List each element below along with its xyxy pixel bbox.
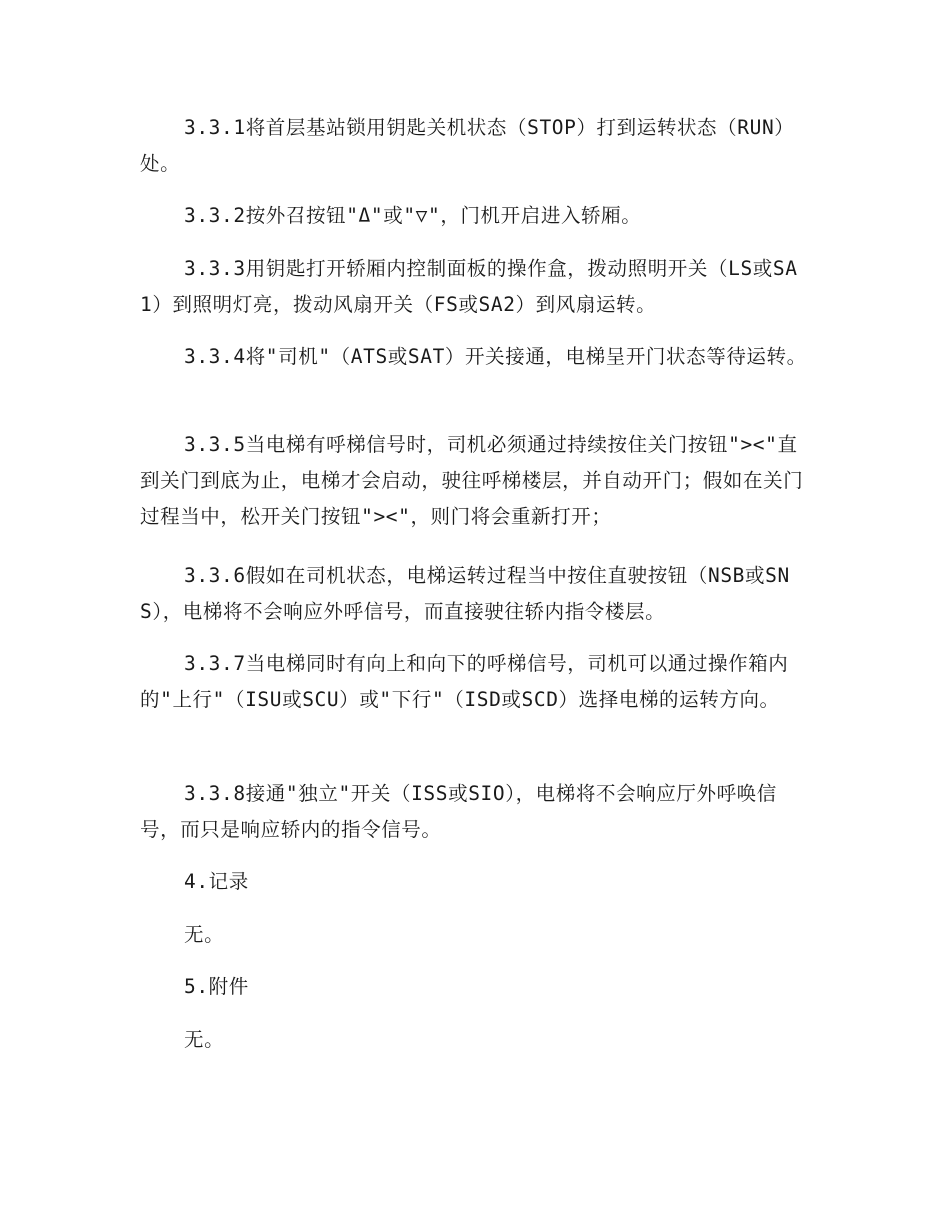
paragraph-3-3-6 [140, 558, 808, 630]
paragraph-text: 3.3.4将"司机"（ATS或SAT）开关接通，电梯呈开门状态等待运转。 [184, 345, 807, 368]
paragraph-text: 3.3.3用钥匙打开轿厢内控制面板的操作盒，拨动照明开关（LS或SA1）到照明灯亮，拨动风扇开关（FS或SA2）到风扇运转。 [140, 257, 798, 316]
paragraph-text: 3.3.1将首层基站锁用钥匙关机状态（STOP）打到运转状态（RUN）处。 [140, 116, 795, 175]
paragraph-3-3-1 [140, 110, 808, 182]
paragraph-3-3-5 [140, 427, 808, 535]
attachment-body: 无。 [184, 1028, 225, 1051]
attachment-heading: 5.附件 [184, 975, 249, 998]
paragraph-3-3-3 [140, 251, 808, 323]
paragraph-text: 3.3.6假如在司机状态，电梯运转过程当中按住直驶按钮（NSB或SNS），电梯将不会响应外呼信号，而直接驶往轿内指令楼层。 [140, 564, 790, 623]
paragraph-text: 3.3.7当电梯同时有向上和向下的呼梯信号，司机可以通过操作箱内的"上行"（ISU或SCU）或"下行"（ISD或SCD）选择电梯的运转方向。 [140, 652, 789, 711]
paragraph-3-3-8 [140, 776, 808, 848]
paragraph-3-3-4 [140, 339, 808, 375]
paragraph-text: 3.3.5当电梯有呼梯信号时，司机必须通过持续按住关门按钮"><"直到关门到底为止，电梯才会启动，驶往呼梯楼层，并自动开门；假如在关门过程当中，松开关门按钮"><"，则门将会重新打开； [140, 433, 804, 528]
paragraph-text: 3.3.2按外召按钮"Δ"或"▽"，门机开启进入轿厢。 [184, 204, 642, 227]
paragraph-3-3-2 [140, 198, 808, 234]
record-heading: 4.记录 [184, 870, 249, 893]
record-body: 无。 [184, 923, 225, 946]
paragraph-3-3-7 [140, 646, 808, 718]
paragraph-text: 3.3.8接通"独立"开关（ISS或SIO），电梯将不会响应厅外呼唤信号，而只是响应轿内的指令信号。 [140, 782, 777, 841]
